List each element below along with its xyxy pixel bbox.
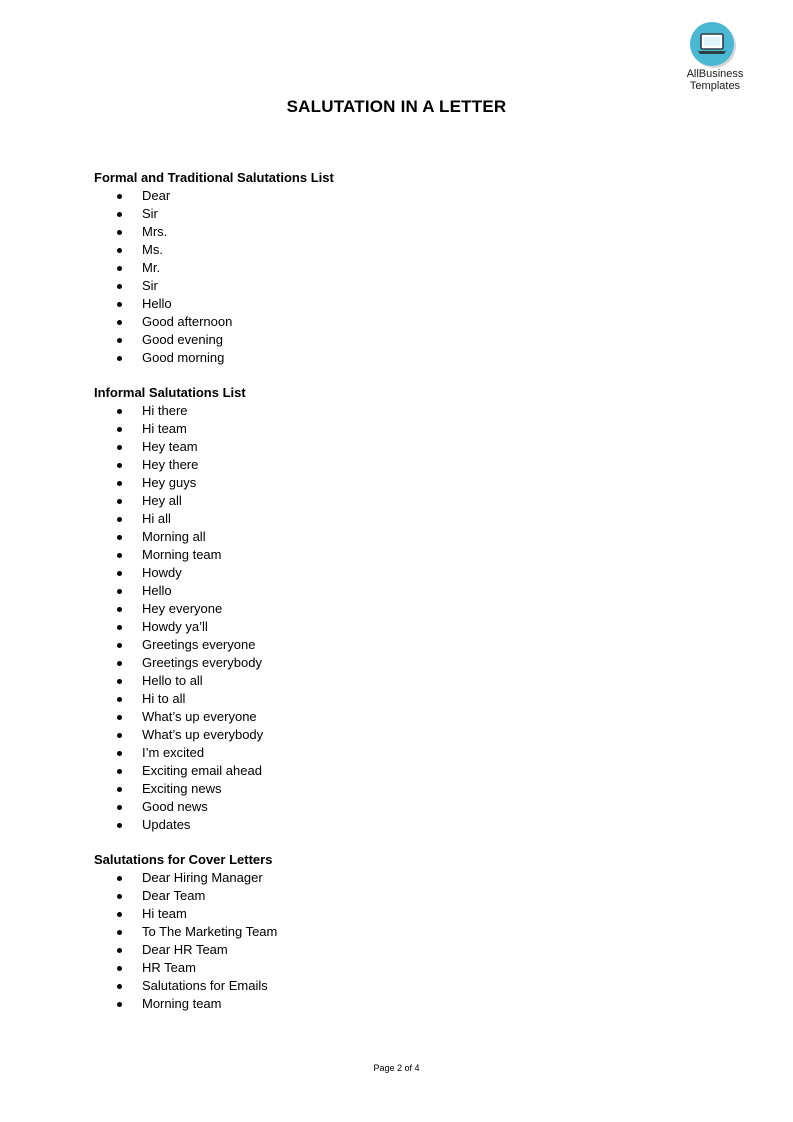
bullet-icon <box>117 1002 122 1007</box>
bullet-list <box>94 869 714 1013</box>
list-item <box>94 798 714 816</box>
list-item <box>94 977 714 995</box>
bullet-icon <box>117 302 122 307</box>
list-item-text: Howdy ya’ll <box>142 619 208 634</box>
list-item-text: Good morning <box>142 350 225 365</box>
page-title: SALUTATION IN A LETTER <box>286 97 507 116</box>
list-item-text: To The Marketing Team <box>142 924 278 939</box>
list-item-text: Dear HR Team <box>142 942 228 957</box>
bullet-icon <box>117 751 122 756</box>
list-item-text: Hey there <box>142 457 199 472</box>
list-item-text: Hey everyone <box>142 601 223 616</box>
bullet-icon <box>117 499 122 504</box>
list-item-text: Exciting email ahead <box>142 763 262 778</box>
bullet-icon <box>117 535 122 540</box>
bullet-icon <box>117 769 122 774</box>
bullet-icon <box>117 912 122 917</box>
list-item <box>94 241 714 259</box>
bullet-icon <box>117 409 122 414</box>
bullet-icon <box>117 194 122 199</box>
list-item <box>94 313 714 331</box>
list-item <box>94 331 714 349</box>
list-item <box>94 744 714 762</box>
list-item <box>94 941 714 959</box>
list-item-text: Greetings everybody <box>142 655 262 670</box>
bullet-icon <box>117 266 122 271</box>
bullet-icon <box>117 643 122 648</box>
bullet-icon <box>117 463 122 468</box>
list-item <box>94 869 714 887</box>
list-item <box>94 690 714 708</box>
bullet-list <box>94 187 714 367</box>
list-item-text: Mr. <box>142 260 161 275</box>
list-item <box>94 708 714 726</box>
list-item <box>94 923 714 941</box>
bullet-icon <box>117 930 122 935</box>
list-item-text: Ms. <box>142 242 163 257</box>
bullet-icon <box>117 625 122 630</box>
bullet-icon <box>117 320 122 325</box>
list-item-text: Hey team <box>142 439 198 454</box>
bullet-icon <box>117 948 122 953</box>
bullet-icon <box>117 966 122 971</box>
list-item <box>94 402 714 420</box>
bullet-icon <box>117 338 122 343</box>
bullet-icon <box>117 679 122 684</box>
list-item <box>94 816 714 834</box>
bullet-icon <box>117 589 122 594</box>
section-heading: Salutations for Cover Letters <box>94 852 273 867</box>
list-item <box>94 546 714 564</box>
list-item <box>94 187 714 205</box>
list-item <box>94 600 714 618</box>
section-heading: Informal Salutations List <box>94 385 246 400</box>
list-item-text: Hi team <box>142 421 187 436</box>
list-item <box>94 887 714 905</box>
list-item-text: Sir <box>142 206 158 221</box>
list-item-text: Morning team <box>142 996 222 1011</box>
list-item-text: Hey guys <box>142 475 197 490</box>
list-item-text: Dear Hiring Manager <box>142 870 263 885</box>
list-item <box>94 726 714 744</box>
list-item <box>94 205 714 223</box>
section-cover-letter-salutations <box>94 851 714 1013</box>
list-item-text: Hello to all <box>142 673 203 688</box>
list-item <box>94 582 714 600</box>
bullet-list <box>94 402 714 834</box>
bullet-icon <box>117 212 122 217</box>
bullet-icon <box>117 230 122 235</box>
list-item-text: Good afternoon <box>142 314 233 329</box>
list-item <box>94 636 714 654</box>
bullet-icon <box>117 787 122 792</box>
list-item-text: Dear <box>142 188 171 203</box>
list-item <box>94 510 714 528</box>
section-formal-salutations <box>94 169 714 367</box>
brand-line-2: Templates <box>689 80 741 92</box>
list-item-text: Morning all <box>142 529 206 544</box>
list-item-text: Exciting news <box>142 781 222 796</box>
list-item <box>94 528 714 546</box>
bullet-icon <box>117 248 122 253</box>
list-item-text: Good news <box>142 799 208 814</box>
bullet-icon <box>117 356 122 361</box>
list-item-text: Hi team <box>142 906 187 921</box>
bullet-icon <box>117 571 122 576</box>
bullet-icon <box>117 284 122 289</box>
laptop-icon <box>690 22 734 66</box>
list-item-text: HR Team <box>142 960 196 975</box>
section-informal-salutations <box>94 384 714 834</box>
list-item-text: Hi all <box>142 511 171 526</box>
list-item <box>94 564 714 582</box>
list-item-text: Hi to all <box>142 691 186 706</box>
list-item <box>94 438 714 456</box>
bullet-icon <box>117 697 122 702</box>
list-item <box>94 654 714 672</box>
bullet-icon <box>117 427 122 432</box>
list-item <box>94 420 714 438</box>
bullet-icon <box>117 445 122 450</box>
list-item-text: Good evening <box>142 332 223 347</box>
list-item <box>94 959 714 977</box>
page-number: Page 2 of 4 <box>373 1063 420 1073</box>
list-item-text: Morning team <box>142 547 222 562</box>
bullet-icon <box>117 517 122 522</box>
list-item-text: Hello <box>142 583 172 598</box>
list-item <box>94 474 714 492</box>
list-item-text: Hi there <box>142 403 188 418</box>
list-item <box>94 349 714 367</box>
list-item <box>94 295 714 313</box>
list-item-text: Mrs. <box>142 224 168 239</box>
bullet-icon <box>117 984 122 989</box>
bullet-icon <box>117 715 122 720</box>
bullet-icon <box>117 553 122 558</box>
list-item <box>94 672 714 690</box>
list-item-text: Updates <box>142 817 191 832</box>
bullet-icon <box>117 805 122 810</box>
bullet-icon <box>117 661 122 666</box>
bullet-icon <box>117 894 122 899</box>
section-heading: Formal and Traditional Salutations List <box>94 170 334 185</box>
brand-name <box>676 68 754 92</box>
list-item <box>94 905 714 923</box>
list-item-text: What’s up everyone <box>142 709 257 724</box>
list-item <box>94 780 714 798</box>
bullet-icon <box>117 823 122 828</box>
list-item <box>94 762 714 780</box>
list-item-text: Salutations for Emails <box>142 978 268 993</box>
list-item-text: Hello <box>142 296 172 311</box>
list-item-text: Sir <box>142 278 158 293</box>
list-item <box>94 456 714 474</box>
bullet-icon <box>117 481 122 486</box>
list-item-text: Hey all <box>142 493 182 508</box>
bullet-icon <box>117 607 122 612</box>
list-item <box>94 277 714 295</box>
bullet-icon <box>117 876 122 881</box>
list-item <box>94 223 714 241</box>
list-item-text: Dear Team <box>142 888 206 903</box>
list-item-text: I’m excited <box>142 745 205 760</box>
list-item <box>94 995 714 1013</box>
list-item <box>94 259 714 277</box>
list-item-text: Greetings everyone <box>142 637 256 652</box>
list-item <box>94 618 714 636</box>
list-item-text: What’s up everybody <box>142 727 264 742</box>
list-item <box>94 492 714 510</box>
list-item-text: Howdy <box>142 565 182 580</box>
brand-line-1: AllBusiness <box>686 68 744 80</box>
bullet-icon <box>117 733 122 738</box>
brand-logo <box>676 22 754 94</box>
